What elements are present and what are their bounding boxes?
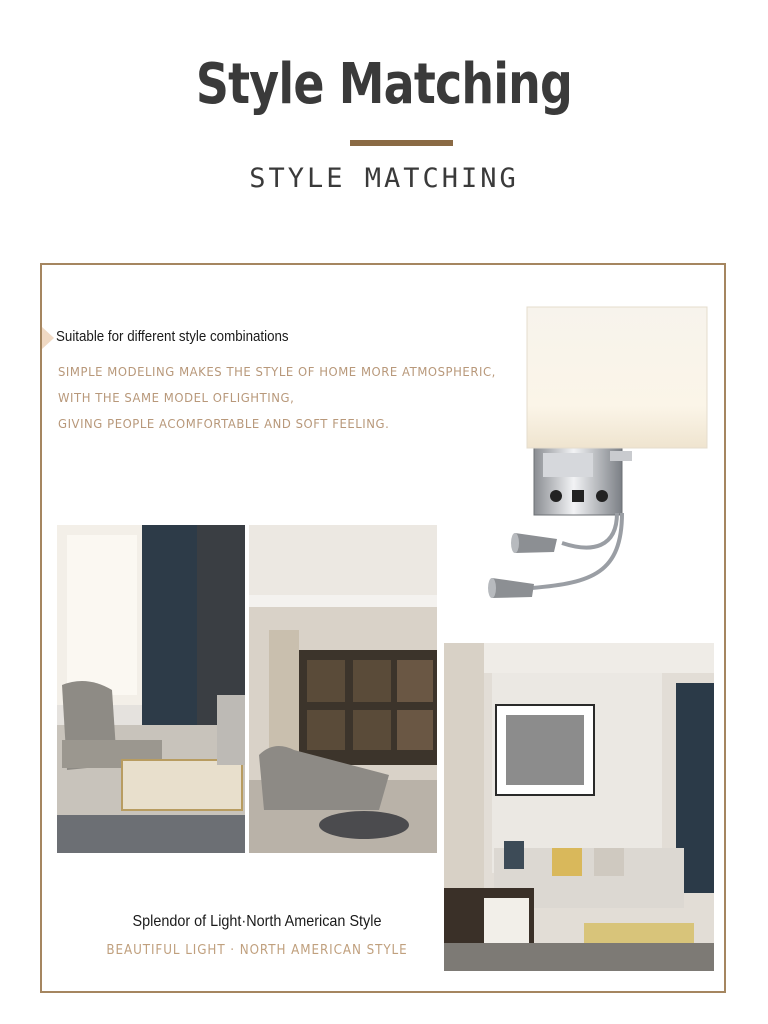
caption-subtitle: BEAUTIFUL LIGHT · NORTH AMERICAN STYLE	[106, 943, 408, 958]
heading-marker	[42, 327, 54, 349]
page-title: Style Matching	[195, 52, 573, 117]
living-room-photo-3	[444, 643, 714, 971]
caption-title: Splendor of Light·North American Style	[132, 913, 382, 930]
style-matching-panel	[40, 263, 726, 993]
living-room-photo-2	[249, 525, 437, 853]
intro-line-3: GIVING PEOPLE ACOMFORTABLE AND SOFT FEELING.	[58, 416, 390, 431]
title-divider	[350, 140, 453, 146]
living-room-photo-1	[57, 525, 245, 853]
intro-heading: Suitable for different style combinations	[56, 329, 289, 345]
page-subtitle: STYLE MATCHING	[249, 163, 519, 194]
intro-line-2: WITH THE SAME MODEL OFLIGHTING,	[58, 390, 295, 405]
wall-lamp-image	[482, 303, 722, 603]
intro-line-1: SIMPLE MODELING MAKES THE STYLE OF HOME MORE ATMOSPHERIC,	[58, 364, 496, 379]
